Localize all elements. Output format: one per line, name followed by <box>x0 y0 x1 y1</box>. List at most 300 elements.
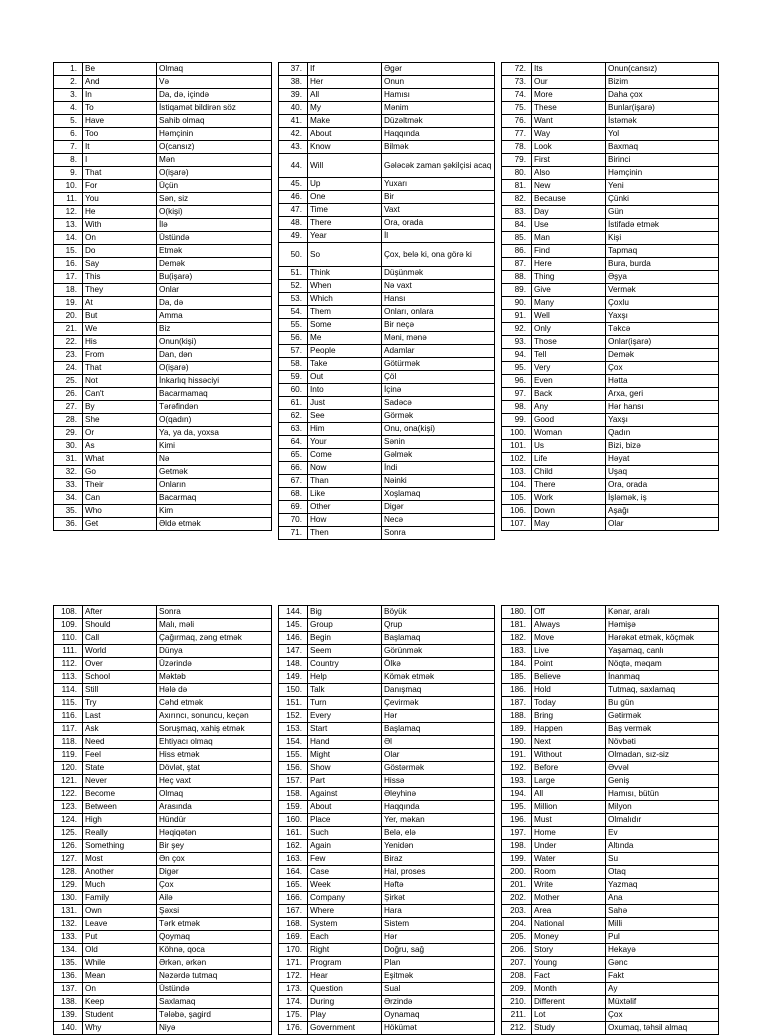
table-row <box>54 918 272 931</box>
english-word: Leave <box>83 918 157 931</box>
english-word: Really <box>83 827 157 840</box>
english-word: Old <box>83 944 157 957</box>
english-word: Here <box>532 258 606 271</box>
azerbaijani-translation: Məktəb <box>157 671 272 684</box>
english-word: Mean <box>83 970 157 983</box>
azerbaijani-translation: Nəinki <box>382 475 495 488</box>
row-number: 91. <box>502 310 532 323</box>
english-word: What <box>83 453 157 466</box>
table-row <box>54 801 272 814</box>
table-row <box>502 245 719 258</box>
row-number: 8. <box>54 154 83 167</box>
row-number: 114. <box>54 684 83 697</box>
table-row <box>502 336 719 349</box>
english-word: Who <box>83 505 157 518</box>
azerbaijani-translation: Bizi, bizə <box>606 440 719 453</box>
table-row <box>279 102 495 115</box>
row-number: 6. <box>54 128 83 141</box>
row-number: 3. <box>54 89 83 102</box>
english-word: For <box>83 180 157 193</box>
table-row <box>54 866 272 879</box>
azerbaijani-translation: O(cansız) <box>157 141 272 154</box>
english-word: Turn <box>308 697 382 710</box>
table-row <box>279 128 495 141</box>
row-number: 108. <box>54 606 83 619</box>
row-number: 31. <box>54 453 83 466</box>
english-word: On <box>83 232 157 245</box>
table-row <box>279 371 495 384</box>
table-row <box>279 293 495 306</box>
table-row <box>502 115 719 128</box>
table-row <box>502 219 719 232</box>
row-number: 58. <box>279 358 308 371</box>
table-row <box>54 762 272 775</box>
azerbaijani-translation: Yer, məkan <box>382 814 495 827</box>
row-number: 159. <box>279 801 308 814</box>
azerbaijani-translation: Qoymaq <box>157 931 272 944</box>
table-row <box>279 749 495 762</box>
table-row <box>54 814 272 827</box>
table-row <box>279 957 495 970</box>
azerbaijani-translation: Kömək etmək <box>382 671 495 684</box>
row-number: 136. <box>54 970 83 983</box>
row-number: 57. <box>279 345 308 358</box>
english-word: Or <box>83 427 157 440</box>
english-word: Something <box>83 840 157 853</box>
azerbaijani-translation: Şirkət <box>382 892 495 905</box>
english-word: He <box>83 206 157 219</box>
english-word: Use <box>532 219 606 232</box>
word-table-2 <box>278 62 495 540</box>
table-row <box>502 310 719 323</box>
azerbaijani-translation: Hər <box>382 710 495 723</box>
english-word: Well <box>532 310 606 323</box>
table-row <box>54 619 272 632</box>
row-number: 173. <box>279 983 308 996</box>
row-number: 1. <box>54 63 83 76</box>
row-number: 135. <box>54 957 83 970</box>
row-number: 169. <box>279 931 308 944</box>
english-word: Such <box>308 827 382 840</box>
english-word: After <box>83 606 157 619</box>
row-number: 9. <box>54 167 83 180</box>
row-number: 201. <box>502 879 532 892</box>
table-row <box>54 63 272 76</box>
table-row <box>54 518 272 531</box>
table-row <box>54 658 272 671</box>
english-word: Need <box>83 736 157 749</box>
english-word: Up <box>308 178 382 191</box>
row-number: 93. <box>502 336 532 349</box>
table-row <box>54 710 272 723</box>
azerbaijani-translation: Əgər <box>382 63 495 76</box>
azerbaijani-translation: Tapmaq <box>606 245 719 258</box>
row-number: 81. <box>502 180 532 193</box>
row-number: 101. <box>502 440 532 453</box>
english-word: When <box>308 280 382 293</box>
english-word: Live <box>532 645 606 658</box>
row-number: 161. <box>279 827 308 840</box>
english-word: While <box>83 957 157 970</box>
english-word: Make <box>308 115 382 128</box>
english-word: From <box>83 349 157 362</box>
english-word: Can't <box>83 388 157 401</box>
table-row <box>502 801 719 814</box>
row-number: 68. <box>279 488 308 501</box>
english-word: Him <box>308 423 382 436</box>
english-word: Bring <box>532 710 606 723</box>
table-row <box>279 191 495 204</box>
table-row <box>502 1009 719 1022</box>
row-number: 59. <box>279 371 308 384</box>
row-number: 202. <box>502 892 532 905</box>
english-word: Write <box>532 879 606 892</box>
english-word: Think <box>308 267 382 280</box>
table-row <box>54 684 272 697</box>
row-number: 194. <box>502 788 532 801</box>
row-number: 160. <box>279 814 308 827</box>
row-number: 94. <box>502 349 532 362</box>
azerbaijani-translation: Hətta <box>606 375 719 388</box>
table-row <box>279 619 495 632</box>
english-word: About <box>308 801 382 814</box>
english-word: Only <box>532 323 606 336</box>
row-number: 100. <box>502 427 532 440</box>
row-number: 158. <box>279 788 308 801</box>
azerbaijani-translation: Malı, məli <box>157 619 272 632</box>
azerbaijani-translation: Hamısı, bütün <box>606 788 719 801</box>
table-row <box>502 671 719 684</box>
row-number: 4. <box>54 102 83 115</box>
english-word: Month <box>532 983 606 996</box>
english-word: Into <box>308 384 382 397</box>
row-number: 67. <box>279 475 308 488</box>
azerbaijani-translation: Tərk etmək <box>157 918 272 931</box>
english-word: Out <box>308 371 382 384</box>
row-number: 13. <box>54 219 83 232</box>
table-row <box>54 284 272 297</box>
table-row <box>54 297 272 310</box>
azerbaijani-translation: Biz <box>157 323 272 336</box>
table-row <box>54 931 272 944</box>
azerbaijani-translation: Həmçinin <box>606 167 719 180</box>
table-row <box>279 345 495 358</box>
table-row <box>502 128 719 141</box>
table-row <box>279 514 495 527</box>
azerbaijani-translation: Sənin <box>382 436 495 449</box>
azerbaijani-translation: Arxa, geri <box>606 388 719 401</box>
row-number: 45. <box>279 178 308 191</box>
table-row <box>279 217 495 230</box>
english-word: Different <box>532 996 606 1009</box>
table-body <box>279 606 495 1035</box>
english-word: Company <box>308 892 382 905</box>
row-number: 166. <box>279 892 308 905</box>
row-number: 47. <box>279 204 308 217</box>
table-row <box>54 1022 272 1035</box>
table-row <box>502 492 719 505</box>
english-word: Go <box>83 466 157 479</box>
table-row <box>54 375 272 388</box>
row-number: 40. <box>279 102 308 115</box>
row-number: 27. <box>54 401 83 414</box>
azerbaijani-translation: Plan <box>382 957 495 970</box>
row-number: 185. <box>502 671 532 684</box>
table-row <box>54 154 272 167</box>
english-word: We <box>83 323 157 336</box>
english-word: At <box>83 297 157 310</box>
english-word: Believe <box>532 671 606 684</box>
english-word: There <box>532 479 606 492</box>
row-number: 49. <box>279 230 308 243</box>
azerbaijani-translation: Olmadan, sız-siz <box>606 749 719 762</box>
english-word: If <box>308 63 382 76</box>
english-word: Come <box>308 449 382 462</box>
english-word: Too <box>83 128 157 141</box>
row-number: 76. <box>502 115 532 128</box>
row-number: 95. <box>502 362 532 375</box>
row-number: 18. <box>54 284 83 297</box>
table-row <box>54 414 272 427</box>
english-word: On <box>83 983 157 996</box>
azerbaijani-translation: Arasında <box>157 801 272 814</box>
table-row <box>279 501 495 514</box>
english-word: Do <box>83 245 157 258</box>
english-word: Money <box>532 931 606 944</box>
azerbaijani-translation: Dünya <box>157 645 272 658</box>
english-word: All <box>308 89 382 102</box>
row-number: 193. <box>502 775 532 788</box>
table-row <box>54 102 272 115</box>
azerbaijani-translation: Adamlar <box>382 345 495 358</box>
table-row <box>54 115 272 128</box>
english-word: Room <box>532 866 606 879</box>
azerbaijani-translation: Sonra <box>157 606 272 619</box>
english-word: But <box>83 310 157 323</box>
english-word: Right <box>308 944 382 957</box>
table-row <box>502 479 719 492</box>
azerbaijani-translation: Götürmək <box>382 358 495 371</box>
azerbaijani-translation: Məni, mənə <box>382 332 495 345</box>
azerbaijani-translation: Bura, burda <box>606 258 719 271</box>
table-row <box>54 401 272 414</box>
english-word: Her <box>308 76 382 89</box>
english-word: National <box>532 918 606 931</box>
azerbaijani-translation: Ərzində <box>382 996 495 1009</box>
row-number: 17. <box>54 271 83 284</box>
table-row <box>502 658 719 671</box>
english-word: So <box>308 243 382 267</box>
azerbaijani-translation: Sual <box>382 983 495 996</box>
table-row <box>502 388 719 401</box>
azerbaijani-translation: Olmaq <box>157 63 272 76</box>
azerbaijani-translation: Qrup <box>382 619 495 632</box>
row-number: 176. <box>279 1022 308 1035</box>
row-number: 105. <box>502 492 532 505</box>
row-number: 97. <box>502 388 532 401</box>
table-row <box>502 76 719 89</box>
table-row <box>279 996 495 1009</box>
table-row <box>502 866 719 879</box>
table-row <box>279 488 495 501</box>
row-number: 123. <box>54 801 83 814</box>
english-word: Always <box>532 619 606 632</box>
table-row <box>279 1009 495 1022</box>
azerbaijani-translation: Köhnə, qoca <box>157 944 272 957</box>
row-number: 88. <box>502 271 532 284</box>
table-row <box>279 243 495 267</box>
english-word: Be <box>83 63 157 76</box>
row-number: 21. <box>54 323 83 336</box>
english-word: Feel <box>83 749 157 762</box>
azerbaijani-translation: Doğru, sağ <box>382 944 495 957</box>
table-row <box>279 645 495 658</box>
azerbaijani-translation: Kişi <box>606 232 719 245</box>
english-word: Own <box>83 905 157 918</box>
english-word: By <box>83 401 157 414</box>
table-row <box>279 423 495 436</box>
english-word: Some <box>308 319 382 332</box>
azerbaijani-translation: Tutmaq, saxlamaq <box>606 684 719 697</box>
azerbaijani-translation: O(işarə) <box>157 362 272 375</box>
azerbaijani-translation: İnkarlıq hissəciyi <box>157 375 272 388</box>
table-row <box>54 1009 272 1022</box>
azerbaijani-translation: Və <box>157 76 272 89</box>
row-number: 121. <box>54 775 83 788</box>
table-body <box>502 63 719 531</box>
table-row <box>502 167 719 180</box>
table-row <box>279 632 495 645</box>
row-number: 22. <box>54 336 83 349</box>
row-number: 139. <box>54 1009 83 1022</box>
english-word: Good <box>532 414 606 427</box>
azerbaijani-translation: Sahə <box>606 905 719 918</box>
table-row <box>279 1022 495 1035</box>
azerbaijani-translation: Haqqında <box>382 128 495 141</box>
azerbaijani-translation: Dan, dən <box>157 349 272 362</box>
table-row <box>279 306 495 319</box>
english-word: Know <box>308 141 382 154</box>
english-word: Week <box>308 879 382 892</box>
english-word: Year <box>308 230 382 243</box>
table-row <box>279 918 495 931</box>
english-word: Down <box>532 505 606 518</box>
english-word: Call <box>83 632 157 645</box>
table-row <box>279 384 495 397</box>
azerbaijani-translation: Digər <box>157 866 272 879</box>
azerbaijani-translation: Ya, ya da, yoxsa <box>157 427 272 440</box>
table-row <box>54 206 272 219</box>
row-number: 52. <box>279 280 308 293</box>
table-row <box>502 697 719 710</box>
english-word: Many <box>532 297 606 310</box>
azerbaijani-translation: Hiss etmək <box>157 749 272 762</box>
azerbaijani-translation: Çox <box>606 1009 719 1022</box>
row-number: 140. <box>54 1022 83 1035</box>
table-row <box>502 141 719 154</box>
row-number: 120. <box>54 762 83 775</box>
table-row <box>54 388 272 401</box>
english-word: Area <box>532 905 606 918</box>
azerbaijani-translation: Çevirmək <box>382 697 495 710</box>
azerbaijani-translation: Hərəkət etmək, köçmək <box>606 632 719 645</box>
row-number: 65. <box>279 449 308 462</box>
azerbaijani-translation: Çünki <box>606 193 719 206</box>
azerbaijani-translation: Bilmək <box>382 141 495 154</box>
english-word: Help <box>308 671 382 684</box>
row-number: 133. <box>54 931 83 944</box>
row-number: 157. <box>279 775 308 788</box>
table-row <box>502 1022 719 1035</box>
table-row <box>54 736 272 749</box>
table-row <box>54 775 272 788</box>
english-word: Life <box>532 453 606 466</box>
table-row <box>502 232 719 245</box>
english-word: Big <box>308 606 382 619</box>
table-row <box>502 814 719 827</box>
row-number: 56. <box>279 332 308 345</box>
table-row <box>54 944 272 957</box>
row-number: 170. <box>279 944 308 957</box>
row-number: 172. <box>279 970 308 983</box>
table-row <box>502 853 719 866</box>
table-row <box>502 775 719 788</box>
english-word: Most <box>83 853 157 866</box>
english-word: See <box>308 410 382 423</box>
english-word: Put <box>83 931 157 944</box>
table-row <box>54 271 272 284</box>
table-row <box>54 853 272 866</box>
english-word: Other <box>308 501 382 514</box>
row-number: 107. <box>502 518 532 531</box>
table-row <box>54 892 272 905</box>
english-word: Those <box>532 336 606 349</box>
table-row <box>502 996 719 1009</box>
row-number: 211. <box>502 1009 532 1022</box>
azerbaijani-translation: Növbəti <box>606 736 719 749</box>
english-word: Man <box>532 232 606 245</box>
table-row <box>279 944 495 957</box>
english-word: She <box>83 414 157 427</box>
english-word: Hear <box>308 970 382 983</box>
azerbaijani-translation: Nə <box>157 453 272 466</box>
row-number: 16. <box>54 258 83 271</box>
table-row <box>502 440 719 453</box>
row-number: 80. <box>502 167 532 180</box>
row-number: 89. <box>502 284 532 297</box>
table-row <box>279 827 495 840</box>
azerbaijani-translation: Sadəcə <box>382 397 495 410</box>
row-number: 15. <box>54 245 83 258</box>
row-number: 71. <box>279 527 308 540</box>
row-number: 165. <box>279 879 308 892</box>
row-number: 19. <box>54 297 83 310</box>
table-row <box>54 141 272 154</box>
english-word: Country <box>308 658 382 671</box>
english-word: Hand <box>308 736 382 749</box>
azerbaijani-translation: Biraz <box>382 853 495 866</box>
azerbaijani-translation: Axırıncı, sonuncu, keçən <box>157 710 272 723</box>
azerbaijani-translation: Xoşlamaq <box>382 488 495 501</box>
table-row <box>502 89 719 102</box>
row-number: 28. <box>54 414 83 427</box>
english-word: Them <box>308 306 382 319</box>
row-number: 53. <box>279 293 308 306</box>
azerbaijani-translation: Çox <box>606 362 719 375</box>
english-word: Tell <box>532 349 606 362</box>
table-row <box>279 801 495 814</box>
english-word: Its <box>532 63 606 76</box>
